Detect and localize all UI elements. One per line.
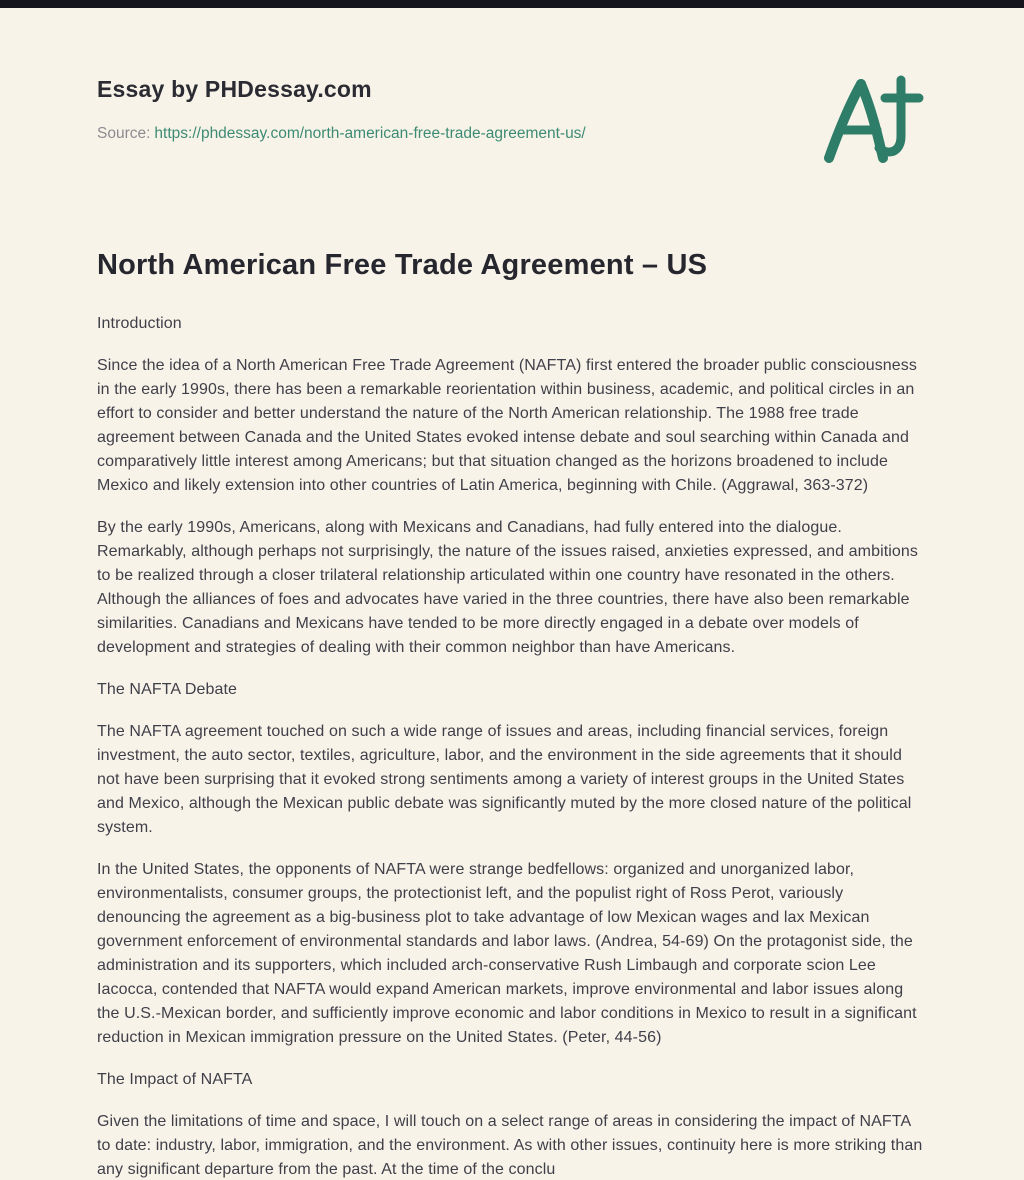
paragraph: In the United States, the opponents of NAFTA were strange bedfellows: organized and unorganized labor, environmentalists, consumer groups, the protectionist left, and the populist right of Ross Perot, variously denouncing the agreement as a big-business plot to take advantage of low Mexican wages and lax Mexican government enforcement of environmental standards and labor laws. (Andrea, 54-69) On the protagonist side, the administration and its supporters, which included arch-conservative Rush Limbaugh and corporate scion Lee Iacocca, contended that NAFTA would expand American markets, improve environmental and labor issues along the U.S.-Mexican border, and sufficiently improve economic and labor conditions in Mexico to result in a significant reduction in Mexican immigration pressure on the United States. (Peter, 44-56): [97, 861, 917, 1046]
paragraph-truncated: Given the limitations of time and space, I will touch on a select range of areas in considering the impact of NAFTA to date: industry, labor, immigration, and the environment. As with other issues, continuity here is more striking than any significant departure from the past. At the time of the conclu: [97, 1113, 923, 1178]
phdessay-logo-icon: [821, 74, 925, 171]
source-label: Source:: [97, 125, 151, 142]
paragraph: By the early 1990s, Americans, along with Mexicans and Canadians, had fully entered into the dialogue. Remarkably, although perhaps not surprisingly, the nature of the issues raised, anxieties expressed, and ambitions to be realized through a closer trilateral relationship articulated within one country have resonated in the others. Although the alliances of foes and advocates have varied in the three countries, there have also been remarkable similarities. Canadians and Mexicans have tended to be more directly engaged in a debate over models of development and strategies of dealing with their common neighbor than have Americans.: [97, 519, 919, 656]
header-text-block: [97, 76, 586, 143]
source-url-link[interactable]: https://phdessay.com/north-american-free-trade-agreement-us/: [154, 125, 586, 142]
section-heading-impact-of-nafta: The Impact of NAFTA: [97, 1071, 253, 1088]
paragraph: Since the idea of a North American Free Trade Agreement (NAFTA) first entered the broader public consciousness in the early 1990s, there has been a remarkable reorientation within business, academic, and political circles in an effort to consider and better understand the nature of the North American relationship. The 1988 free trade agreement between Canada and the United States evoked intense debate and soul searching within Canada and comparatively little interest among Americans; but that situation changed as the horizons broadened to include Mexico and likely extension into other countries of Latin America, beginning with Chile. (Aggrawal, 363-372): [97, 357, 917, 494]
page-header: [97, 76, 927, 171]
top-accent-bar: [0, 0, 1024, 8]
section-heading-introduction: Introduction: [97, 315, 182, 332]
source-line: [97, 125, 586, 143]
essay-title: North American Free Trade Agreement – US: [97, 249, 708, 281]
site-header-title: Essay by PHDessay.com: [97, 76, 372, 102]
essay-body: [97, 312, 927, 1180]
section-heading-nafta-debate: The NAFTA Debate: [97, 681, 238, 698]
paragraph: The NAFTA agreement touched on such a wide range of issues and areas, including financial services, foreign investment, the auto sector, textiles, agriculture, labor, and the environment in the side agreements that it should not have been surprising that it evoked strong sentiments among a variety of interest groups in the United States and Mexico, although the Mexican public debate was significantly muted by the more closed nature of the political system.: [97, 723, 912, 836]
